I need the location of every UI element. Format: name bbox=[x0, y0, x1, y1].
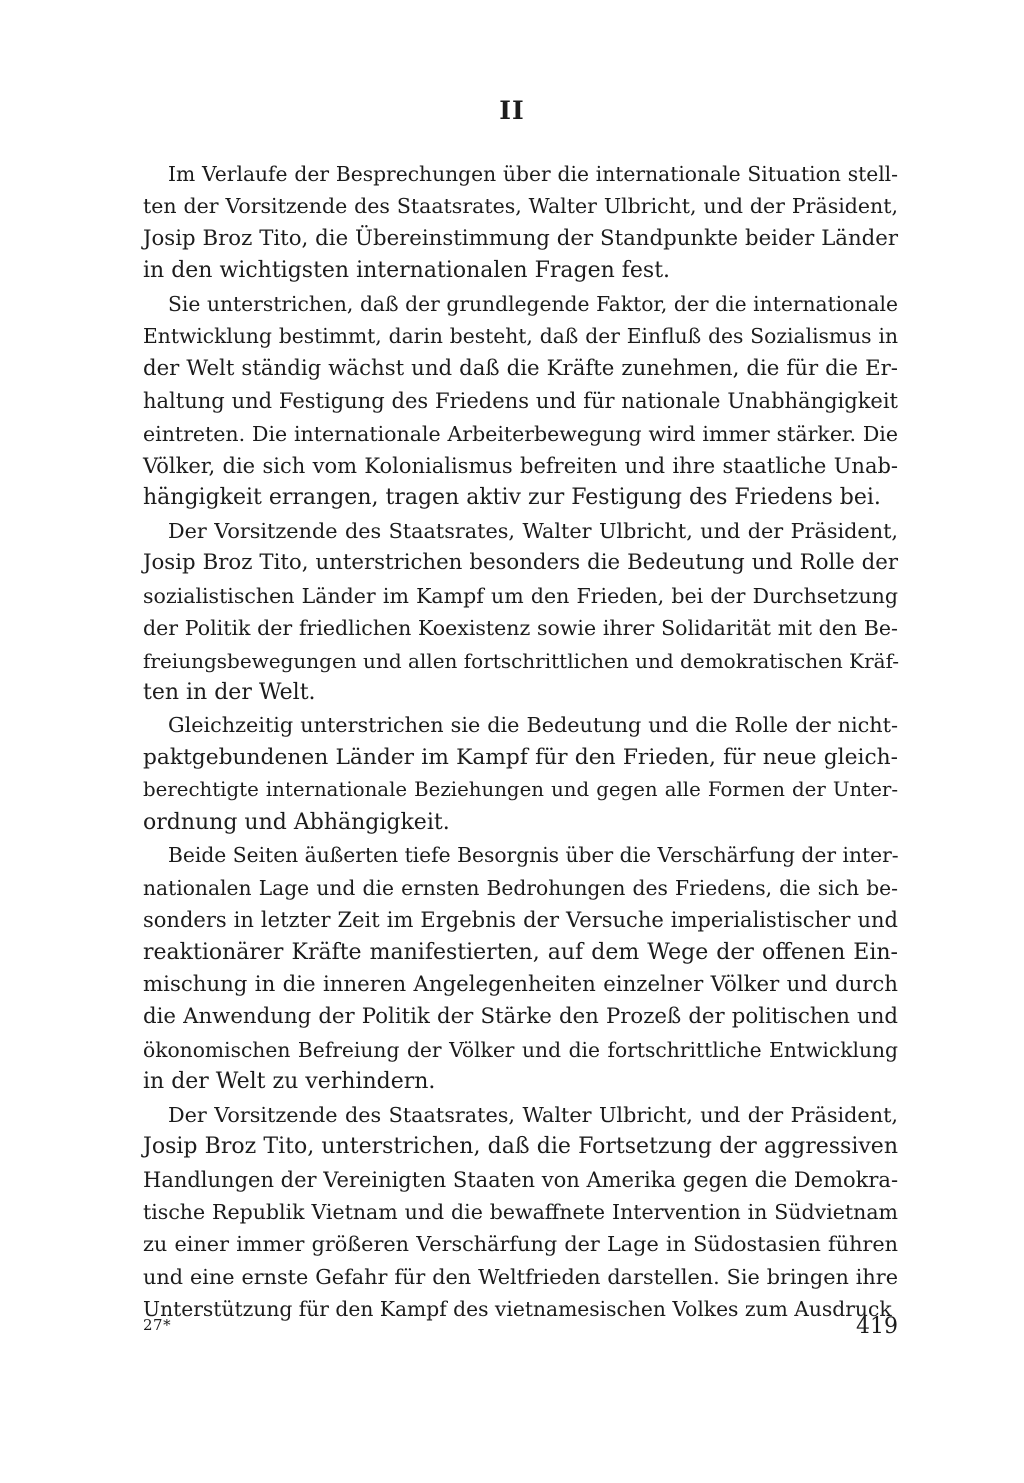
paragraph-line: Völker, die sich vom Kolonialismus befreiten und ihre staatliche Unab- bbox=[143, 453, 898, 478]
body-text bbox=[143, 158, 898, 1326]
paragraph-line: der Welt ständig wächst und daß die Kräfte zunehmen, die für die Er- bbox=[143, 355, 898, 381]
paragraph-line: Gleichzeitig unterstrichen sie die Bedeutung und die Rolle der nicht- bbox=[168, 713, 898, 738]
paragraph-line: freiungsbewegungen und allen fortschrittlichen und demokratischen Kräf- bbox=[143, 648, 900, 673]
paragraph-line: ordnung und Abhängigkeit. bbox=[143, 809, 450, 835]
paragraph-line: nationalen Lage und die ernsten Bedrohungen des Friedens, die sich be- bbox=[143, 875, 898, 900]
paragraph-line: Sie unterstrichen, daß der grundlegende Faktor, der die internationale bbox=[168, 291, 898, 316]
paragraph-line: der Politik der friedlichen Koexistenz sowie ihrer Solidarität mit den Be- bbox=[143, 616, 898, 641]
paragraph-line: und eine ernste Gefahr für den Weltfrieden darstellen. Sie bringen ihre bbox=[143, 1264, 898, 1289]
paragraph-line: sozialistischen Länder im Kampf um den Frieden, bei der Durchsetzung bbox=[143, 583, 898, 608]
paragraph-line: eintreten. Die internationale Arbeiterbewegung wird immer stärker. Die bbox=[143, 421, 898, 446]
paragraph-line: in der Welt zu verhindern. bbox=[143, 1069, 436, 1095]
paragraph-line: berechtigte internationale Beziehungen und gegen alle Formen der Unter- bbox=[143, 778, 898, 802]
paragraph-line: Entwicklung bestimmt, darin besteht, daß der Einfluß des Sozialismus in bbox=[143, 324, 898, 349]
paragraph-line: tische Republik Vietnam und die bewaffnete Intervention in Südvietnam bbox=[143, 1200, 898, 1224]
paragraph-line: Beide Seiten äußerten tiefe Besorgnis über die Verschärfung der inter- bbox=[168, 843, 899, 868]
printer-signature-mark: 27* bbox=[143, 1316, 172, 1334]
paragraph-line: Der Vorsitzende des Staatsrates, Walter Ulbricht, und der Präsident, bbox=[168, 1102, 898, 1127]
paragraph-line: Josip Broz Tito, unterstrichen besonders die Bedeutung und Rolle der bbox=[143, 550, 898, 576]
paragraph-line: Im Verlaufe der Besprechungen über die internationale Situation stell- bbox=[168, 162, 898, 186]
page-number: 419 bbox=[856, 1314, 898, 1339]
paragraph-line: Unterstützung für den Kampf des vietnamesischen Volkes zum Ausdruck bbox=[143, 1297, 892, 1322]
paragraph-line: ten der Vorsitzende des Staatsrates, Walter Ulbricht, und der Präsident, bbox=[143, 194, 898, 219]
paragraph-line: mischung in die inneren Angelegenheiten einzelner Völker und durch bbox=[143, 971, 898, 997]
paragraph-line: haltung und Festigung des Friedens und für nationale Unabhängigkeit bbox=[143, 389, 898, 414]
paragraph-line: sonders in letzter Zeit im Ergebnis der Versuche imperialistischer und bbox=[143, 908, 898, 933]
paragraph-line: in den wichtigsten internationalen Fragen fest. bbox=[143, 258, 671, 284]
paragraph-line: zu einer immer größeren Verschärfung der Lage in Südostasien führen bbox=[143, 1232, 898, 1257]
paragraph-line: die Anwendung der Politik der Stärke den Prozeß der politischen und bbox=[143, 1004, 898, 1030]
paragraph-line: hängigkeit errangen, tragen aktiv zur Festigung des Friedens bei. bbox=[143, 485, 881, 511]
paragraph-line: reaktionärer Kräfte manifestierten, auf dem Wege der offenen Ein- bbox=[143, 939, 898, 965]
paragraph-line: Der Vorsitzende des Staatsrates, Walter Ulbricht, und der Präsident, bbox=[168, 518, 898, 543]
paragraph-line: paktgebundenen Länder im Kampf für den Frieden, für neue gleich- bbox=[143, 744, 898, 770]
paragraph-line: ökonomischen Befreiung der Völker und die fortschrittliche Entwicklung bbox=[143, 1037, 898, 1062]
paragraph-line: Josip Broz Tito, die Übereinstimmung der Standpunkte beider Länder bbox=[143, 225, 898, 251]
paragraph-line: ten in der Welt. bbox=[143, 680, 316, 705]
section-heading: II bbox=[499, 96, 525, 125]
paragraph-line: Josip Broz Tito, unterstrichen, daß die Fortsetzung der aggressiven bbox=[143, 1134, 898, 1160]
paragraph-line: Handlungen der Vereinigten Staaten von Amerika gegen die Demokra- bbox=[143, 1167, 899, 1192]
